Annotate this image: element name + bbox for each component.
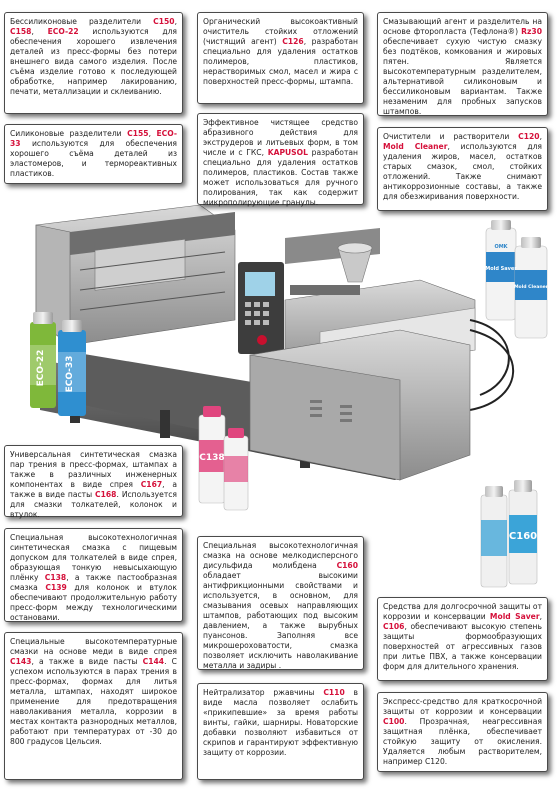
box-high-temp-pastes <box>4 632 183 780</box>
box-express-protection <box>377 692 548 772</box>
box-text: обладает высокими антифрикционными свойствами и используется, в основном, для смазывания осевых направляющих штампов, работающих под высоким давлением, а также вырубных пуансонов. Заполняя все микрошероховатости, смазка позволяет исключить наволакивание металла и задиры . <box>203 571 358 671</box>
box-text: , а также в виде пасты <box>31 657 143 667</box>
box-text: Силиконовые разделители <box>10 129 128 138</box>
box-text: Средства для долгосрочной защиты от коррозии и консервации <box>383 602 542 622</box>
product-code: Rz30 <box>521 27 542 37</box>
box-universal-grease <box>4 445 183 520</box>
box-fluoroplastic <box>377 12 548 116</box>
box-text: Универсальная синтетическая смазка пар трения в пресс-формах, штампах а также в различных инженерных компонентах в виде спрея <box>10 450 177 490</box>
product-code: C138 <box>44 573 67 583</box>
product-code: ECO-33 <box>10 129 177 149</box>
can-eco33-label: ECO-33 <box>65 355 75 393</box>
can-c160-label: C160 <box>508 531 538 542</box>
box-text: разработан специально для удаления остатков полимеров, пластиков. Состав также может использоваться для ручного полирования, так как содержит микрополирующие гранулы. <box>203 148 358 208</box>
box-text: , <box>539 612 542 622</box>
product-code: C160 <box>336 561 358 571</box>
box-text: используются для обеспечения хорошего извлечения деталей из пресс-формы без потери внешнего вида самого изделия. После съёма изделие готово к последующей обработке, например лакированию, печати, металлизации и склеиванию. <box>10 27 177 97</box>
control-panel <box>238 262 284 354</box>
box-text: используются для обеспечения хорошего съёма деталей из эластомеров, и термореактивных пластиков. <box>10 139 177 179</box>
can-eco22-label: ECO-22 <box>36 349 46 387</box>
box-text: Органический высокоактивный очиститель стойких отложений (чистящий агент) <box>203 17 358 47</box>
product-code: Mold Saver <box>489 612 540 622</box>
product-code: KAPUSOL <box>267 148 308 158</box>
product-code: C143 <box>10 657 32 667</box>
box-text: Смазывающий агент и разделитель на основе фторопласта (Тефлона®) <box>383 17 542 37</box>
box-text: . Используется для смазки толкателей, колонок и втулок. <box>10 490 177 520</box>
product-code: C100 <box>383 717 405 727</box>
box-text: Очистители и растворители <box>383 132 519 141</box>
box-text: Бессиликоновые разделители <box>10 17 154 26</box>
can-c138-label: C138 <box>199 453 225 463</box>
box-text: обеспечивает сухую чистую смазку без подтёков, комкования и жировых пятен. Является высокотемпературным разделителем, альтернативой силиконовым и бессиликоновым вариантам. Также незаменим для пробных запусков штампов. <box>383 37 542 117</box>
product-code: C168 <box>95 490 117 500</box>
product-code: C155 <box>127 129 149 138</box>
can-mold-cleaner-label: Mold Cleaner <box>513 285 549 290</box>
box-text: , <box>539 132 542 141</box>
box-long-term-protection <box>377 597 548 681</box>
box-text: Экспресс-средство для краткосрочной защиты от коррозии и консервации <box>383 697 542 717</box>
can-c106 <box>481 486 507 587</box>
box-text: , а также пастообразная смазка <box>10 573 177 593</box>
box-text: Специальная высокотехнологичная синтетическая смазка с пищевым допуском для толкателей в виде спрея, образующая тонкую невысыхающую плёнку <box>10 533 177 583</box>
product-code: C150 <box>153 17 175 26</box>
box-food-grade-grease <box>4 528 183 622</box>
product-code: ECO-22 <box>47 27 79 37</box>
box-text: , <box>31 27 48 37</box>
box-text: Специальная высокотехнологичная смазка на основе мелкодисперсного дисульфида молибдена <box>203 541 358 571</box>
box-silicone-separators <box>4 124 183 184</box>
box-text: , обеспечивают высокую степень защиты формообразующих поверхностей от агрессивных газов при литье ПВХ, а также консервации форм для длительного хранения. <box>383 622 542 672</box>
box-rust-neutralizer <box>197 683 364 780</box>
product-code: Mold Cleaner <box>383 142 448 152</box>
box-release-agents-silicone <box>4 12 183 114</box>
can-mold-saver-label: Mold Saver <box>485 266 517 272</box>
product-code: C144 <box>142 657 165 667</box>
box-molybdenum-grease <box>197 536 364 670</box>
product-code: C120 <box>518 132 540 141</box>
box-text: , разработан специально для удаления остатков полимеров, пластиков, нерастворимых смол, масел и жира с поверхностей пресс-формы, штампа. <box>203 37 358 87</box>
can-c139 <box>224 428 248 510</box>
product-code: C126 <box>282 37 304 47</box>
box-text: Эффективное чистящее средство абразивного действия для экструдеров и литьевых форм, в том числе и с ГКС, <box>203 118 358 158</box>
box-text: . С успехом используются в парах трения в пресс-формах, формах для литья металла, штампах, находят широкое применение для предотвращения наволакивания металла, коррозии в местах контакта разнородных металлов, работают при температурах от -30 до 800 градусов Цельсия. <box>10 657 177 747</box>
box-abrasive-cleaner <box>197 113 364 208</box>
box-mold-cleaner <box>377 127 548 211</box>
product-code: C110 <box>323 688 345 697</box>
box-text: в виде масла позволяет ослабить «прикипевшие» за время работы винты, гайки, шарниры. Новаторские добавки позволяют избавиться от скрипов и гарантируют эффективную защиту от коррозии. <box>203 688 358 758</box>
box-text: . Прозрачная, неагрессивная защитная плёнка, обеспечивает стойкую защиту от окисления. Удаляется любым растворителем, например C120. <box>383 717 542 767</box>
can-mold-saver-brand: OMK <box>494 244 508 250</box>
box-text: Нейтрализатор ржавчины <box>203 688 324 697</box>
product-code: C158 <box>10 27 32 37</box>
box-text: Специальные высокотемпературные смазки на основе меди в виде спрея <box>10 637 177 657</box>
box-text: для колонок и втулок обеспечивают продолжительную работу пресс-форм между технологическими остановами. <box>10 583 178 623</box>
product-code: C106 <box>383 622 405 632</box>
box-text: , <box>148 129 157 138</box>
product-code: C139 <box>45 583 67 593</box>
box-text: , используются для удаления жиров, масел, остатков старых смазок, смол, стойких отложений. Также снимают антикоррозионные составы, а также для обезжиривания поверхности. <box>383 142 542 202</box>
box-text: , а также в виде пасты <box>10 480 177 500</box>
box-organic-cleaner <box>197 12 364 104</box>
box-text: , <box>174 17 177 26</box>
product-code: C167 <box>140 480 163 490</box>
